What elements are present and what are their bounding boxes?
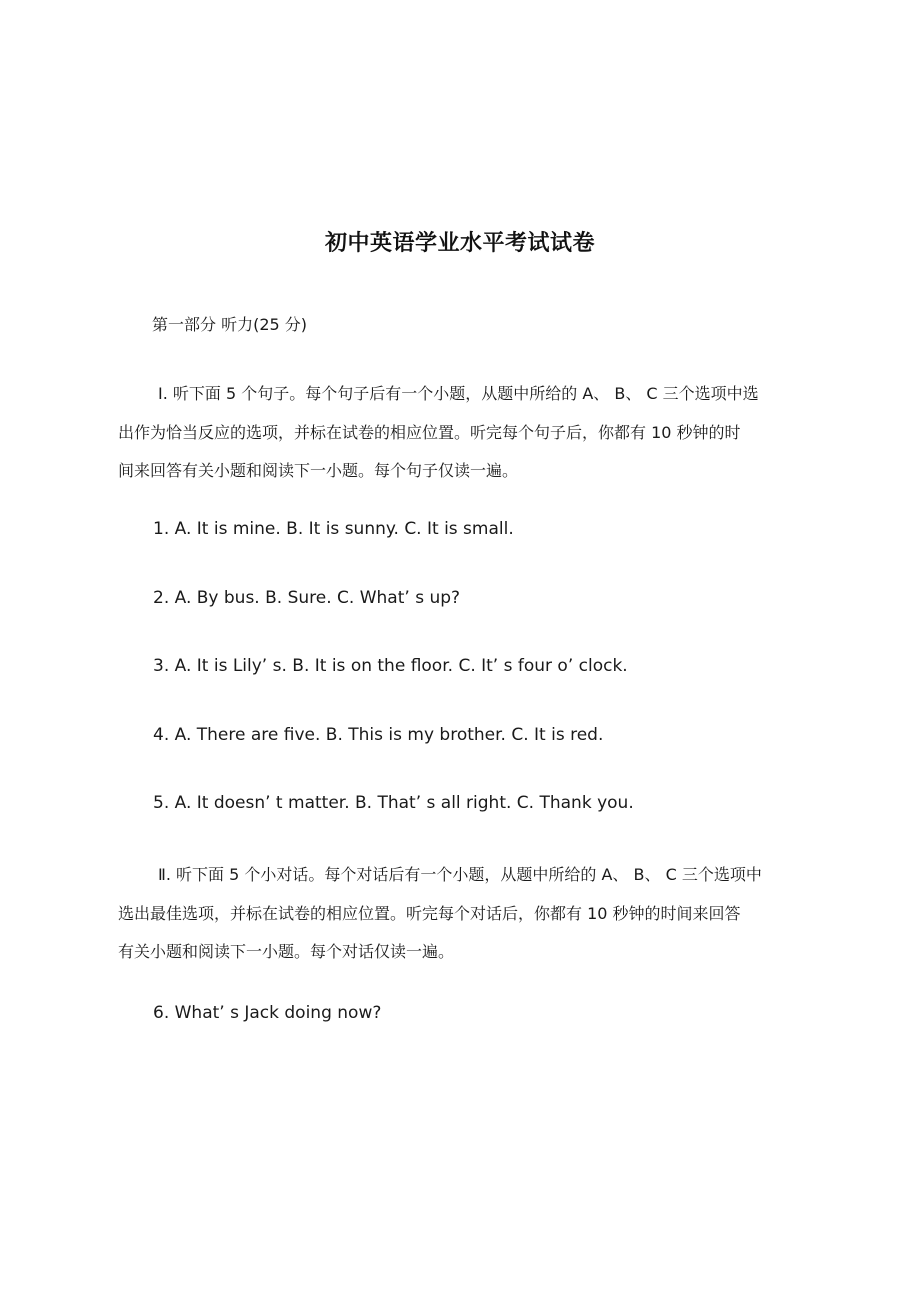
section-1-line: 出作为恰当反应的选项，并标在试卷的相应位置。听完每个句子后，你都有 10 秒钟的时 — [118, 422, 741, 442]
section-2-line: Ⅱ. 听下面 5 个小对话。每个对话后有一个小题，从题中所给的 A、 B、 C 三个选项中 — [158, 865, 762, 884]
question-3: 3. A. It is Lily’ s. B. It is on the floor. C. It’ s four o’ clock. — [153, 656, 628, 676]
section-1-line: Ⅰ. 听下面 5 个句子。每个句子后有一个小题，从题中所给的 A、 B、 C 三个选项中选 — [158, 384, 759, 403]
page-title: 初中英语学业水平考试试卷 — [324, 231, 595, 256]
question-6: 6. What’ s Jack doing now? — [153, 1003, 382, 1023]
section-1-instructions — [118, 375, 808, 491]
question-5: 5. A. It doesn’ t matter. B. That’ s all right. C. Thank you. — [153, 793, 634, 813]
question-4: 4. A. There are five. B. This is my brother. C. It is red. — [153, 725, 604, 745]
section-2-line: 选出最佳选项，并标在试卷的相应位置。听完每个对话后，你都有 10 秒钟的时间来回答 — [118, 903, 741, 923]
question-2: 2. A. By bus. B. Sure. C. What’ s up? — [153, 588, 461, 608]
section-1-line: 间来回答有关小题和阅读下一小题。每个句子仅读一遍。 — [118, 461, 519, 480]
section-2-line: 有关小题和阅读下一小题。每个对话仅读一遍。 — [118, 942, 455, 961]
question-1: 1. A. It is mine. B. It is sunny. C. It is small. — [153, 519, 514, 539]
part-heading: 第一部分 听力(25 分) — [152, 315, 308, 334]
section-2-instructions — [118, 856, 808, 972]
